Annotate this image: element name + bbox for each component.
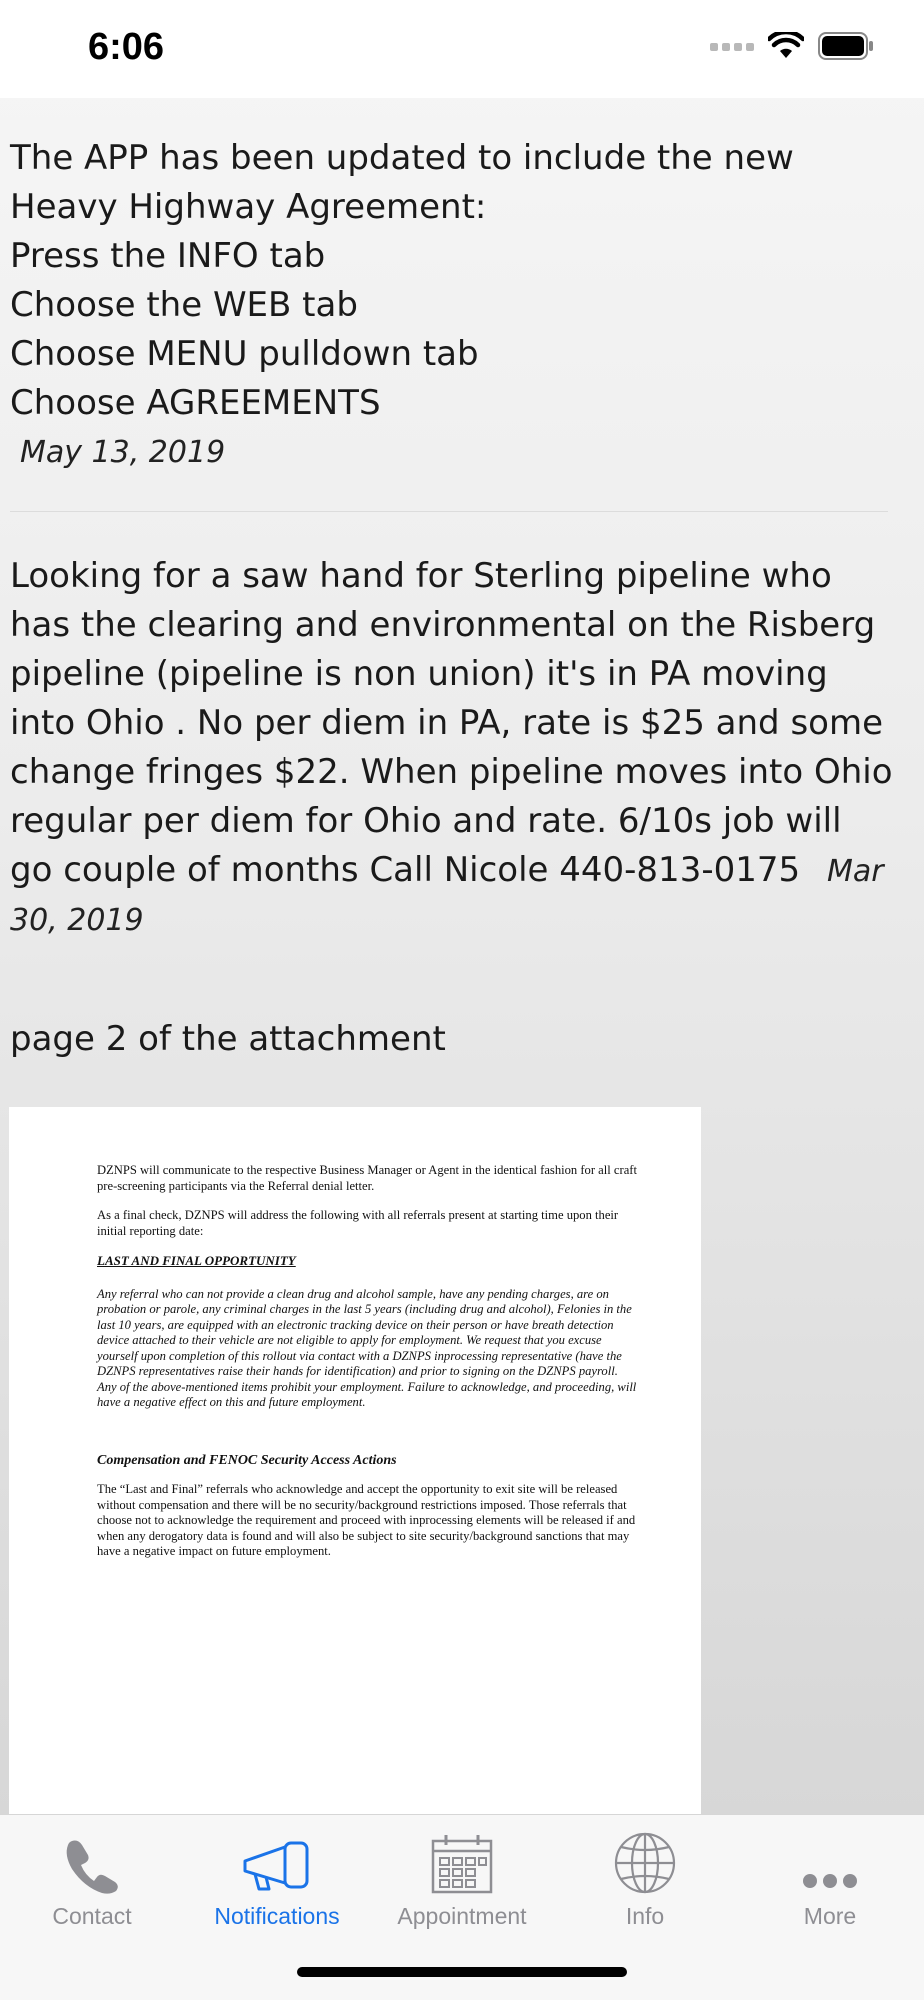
post-line: Choose AGREEMENTS <box>10 383 381 423</box>
post-line: change fringes $22. When pipeline moves into Ohio <box>10 752 893 792</box>
attachment-document <box>97 1163 637 1574</box>
attachment-image[interactable] <box>9 1107 701 1827</box>
tab-info[interactable] <box>553 1829 737 1939</box>
status-time: 6:06 <box>88 26 165 68</box>
globe-icon <box>613 1831 677 1895</box>
notification-post <box>0 945 924 1064</box>
tab-appointment[interactable] <box>370 1829 554 1939</box>
post-line: regular per diem for Ohio and rate. 6/10s job will <box>10 801 842 841</box>
post-line: Looking for a saw hand for Sterling pipeline who <box>10 556 832 596</box>
post-line: has the clearing and environmental on the Risberg <box>10 605 876 645</box>
post-line: go couple of months Call Nicole 440-813-0175 <box>10 850 801 890</box>
post-date: Mar <box>826 854 884 889</box>
post-text: page 2 of the attachment <box>10 1019 446 1059</box>
attachment-paragraph: The “Last and Final” referrals who acknowledge and accept the opportunity to exit site will be released without compensation and there will be no security/background restrictions imposed. Those referrals that choose not to acknowledge the requirement and proceed with inprocessing elements will be released if and when any derogatory data is found and will also be subject to site security/background sanctions that may have a negative impact on future employment. <box>97 1482 636 1558</box>
battery-icon <box>818 32 874 60</box>
tab-label: Contact <box>52 1903 132 1929</box>
attachment-heading: Compensation and FENOC Security Access Actions <box>97 1452 397 1468</box>
attachment-heading: LAST AND FINAL OPPORTUNITY <box>97 1253 296 1268</box>
tab-label: Notifications <box>214 1903 340 1929</box>
attachment-paragraph: Any referral who can not provide a clean drug and alcohol sample, have any pending charges, are on probation or parole, any criminal charges in the last 5 years (including drug and alcohol), Felonies in the last 10 years, are equipped with an electronic tracking device on their person or have breath detection device attached to their vehicle are not eligible to apply for employment. We request that you excuse yourself upon completion of this rollout via contact with a DZNPS inprocessing representative (have the DZNPS representatives raise their hands for identification) and prior to signing on the DZNPS payroll. Any of the above-mentioned items prohibit your employment. Failure to acknowledge, and proceeding, will have a negative effect on this and future employment. <box>97 1286 637 1409</box>
tab-more[interactable] <box>738 1829 922 1939</box>
post-line: The APP has been updated to include the new <box>10 138 794 178</box>
post-date: May 13, 2019 <box>20 435 226 470</box>
notification-feed[interactable] <box>0 98 924 1064</box>
calendar-icon <box>430 1833 494 1895</box>
post-date: 30, 2019 <box>10 903 144 938</box>
notification-post <box>0 98 924 477</box>
tab-label: Appointment <box>397 1903 527 1929</box>
tab-contact[interactable] <box>0 1829 184 1939</box>
post-line: Heavy Highway Agreement: <box>10 187 487 227</box>
status-icons <box>710 32 874 60</box>
wifi-icon <box>768 32 804 60</box>
post-line: Choose MENU pulldown tab <box>10 334 479 374</box>
post-line: Choose the WEB tab <box>10 285 358 325</box>
post-line: into Ohio . No per diem in PA, rate is $25 and some <box>10 703 883 743</box>
home-indicator[interactable] <box>297 1967 627 1977</box>
signal-icon <box>710 40 754 52</box>
notification-post <box>0 512 924 945</box>
phone-icon <box>62 1835 122 1895</box>
post-line: pipeline (pipeline is non union) it's in PA moving <box>10 654 828 694</box>
tab-label: More <box>803 1903 857 1929</box>
post-line-with-date <box>10 846 914 896</box>
post-line: Press the INFO tab <box>10 236 326 276</box>
more-icon <box>800 1855 860 1895</box>
attachment-paragraph: As a final check, DZNPS will address the following with all referrals present at starting time upon their initial reporting date: <box>97 1208 619 1238</box>
status-bar <box>0 0 924 98</box>
attachment-paragraph: DZNPS will communicate to the respective Business Manager or Agent in the identical fashion for all craft pre-screening participants via the Referral denial letter. <box>97 1163 637 1193</box>
tab-label: Info <box>625 1903 665 1929</box>
megaphone-icon <box>241 1839 313 1895</box>
tab-notifications[interactable] <box>185 1829 369 1939</box>
